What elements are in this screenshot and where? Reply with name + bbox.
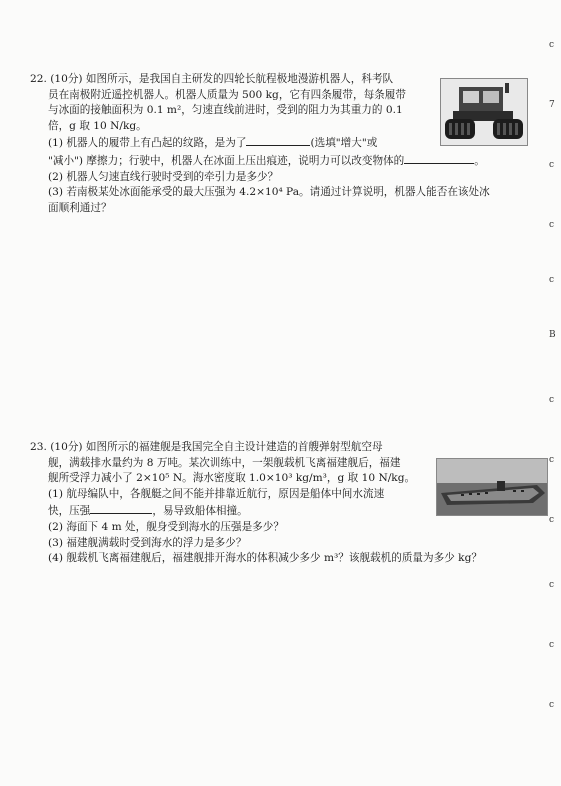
q23-blank-1[interactable] bbox=[90, 502, 152, 514]
edge-mark: c bbox=[549, 580, 555, 590]
edge-mark: 7 bbox=[549, 100, 555, 110]
q22-sub2: (2) 机器人匀速直线行驶时受到的牵引力是多少？ bbox=[48, 170, 279, 183]
q22-line-2: 员在南极附近遥控机器人。机器人质量为 500 kg，它有四条履带，每条履带 bbox=[48, 88, 406, 101]
q22-sub1-line2-end: 。 bbox=[474, 154, 485, 167]
edge-mark: c bbox=[549, 700, 555, 710]
q23-sub4: (4) 舰载机飞离福建舰后，福建舰排开海水的体积减少多少 m³？该舰载机的质量为多少 kg？ bbox=[48, 552, 482, 565]
q23-sub1: (1) 航母编队中，各舰艇之间不能并排靠近航行，原因是船体中间水流速 bbox=[48, 487, 385, 500]
q23-line-2: 舰，满载排水量约为 8 万吨。某次训练中，一架舰载机飞离福建舰后，福建 bbox=[48, 456, 401, 469]
q23-sub3: (3) 福建舰满载时受到海水的浮力是多少？ bbox=[48, 536, 247, 549]
q23-line-3: 舰所受浮力减小了 2×10⁵ N。海水密度取 1.0×10³ kg/m³，g 取 10 N/kg。 bbox=[48, 472, 416, 485]
edge-mark: c bbox=[549, 275, 555, 285]
edge-mark: c bbox=[549, 455, 555, 465]
q22-sub3-line2: 面顺利通过？ bbox=[48, 201, 112, 214]
q22-sub1-text-after: (选填"增大"或 bbox=[310, 137, 378, 150]
q23-line-1: 23. (10分) 如图所示的福建舰是我国完全自主设计建造的首艘弹射型航空母 bbox=[30, 441, 383, 453]
q23-sub2: (2) 海面下 4 m 处，舰身受到海水的压强是多少？ bbox=[48, 520, 284, 533]
q22-blank-1[interactable] bbox=[246, 134, 310, 146]
edge-mark: c bbox=[549, 160, 555, 170]
q22-sub1-text: (1) 机器人的履带上有凸起的纹路，是为了 bbox=[48, 137, 247, 150]
q22-line-1: 22. (10分) 如图所示，是我国自主研发的四轮长航程极地漫游机器人，科考队 bbox=[30, 73, 394, 85]
edge-mark: c bbox=[549, 640, 555, 650]
q23-sub1-line2-text: 快，压强 bbox=[48, 505, 91, 518]
q22-blank-2[interactable] bbox=[404, 152, 474, 164]
q22-line-3: 与冰面的接触面积为 0.1 m²，匀速直线前进时，受到的阻力为其重力的 0.1 bbox=[48, 104, 403, 117]
q22-sub1-line2 bbox=[30, 152, 550, 170]
q22-line-4: 倍，g 取 10 N/kg。 bbox=[48, 119, 147, 132]
q22-sub1-line2-text: "减小") 摩擦力；行驶中，机器人在冰面上压出痕迹，说明力可以改变物体的 bbox=[48, 154, 405, 167]
polar-robot-image bbox=[440, 78, 528, 146]
edge-mark: c bbox=[549, 395, 555, 405]
q23-sub1-line2-end: ，易导致船体相撞。 bbox=[152, 505, 248, 518]
aircraft-carrier-image bbox=[436, 458, 548, 516]
edge-mark: B bbox=[549, 330, 556, 340]
edge-mark: c bbox=[549, 220, 555, 230]
q22-sub3-line1: (3) 若南极某处冰面能承受的最大压强为 4.2×10⁴ Pa。请通过计算说明，机器人能否在该处冰 bbox=[48, 186, 490, 199]
edge-mark: c bbox=[549, 40, 555, 50]
edge-mark: c bbox=[549, 515, 555, 525]
